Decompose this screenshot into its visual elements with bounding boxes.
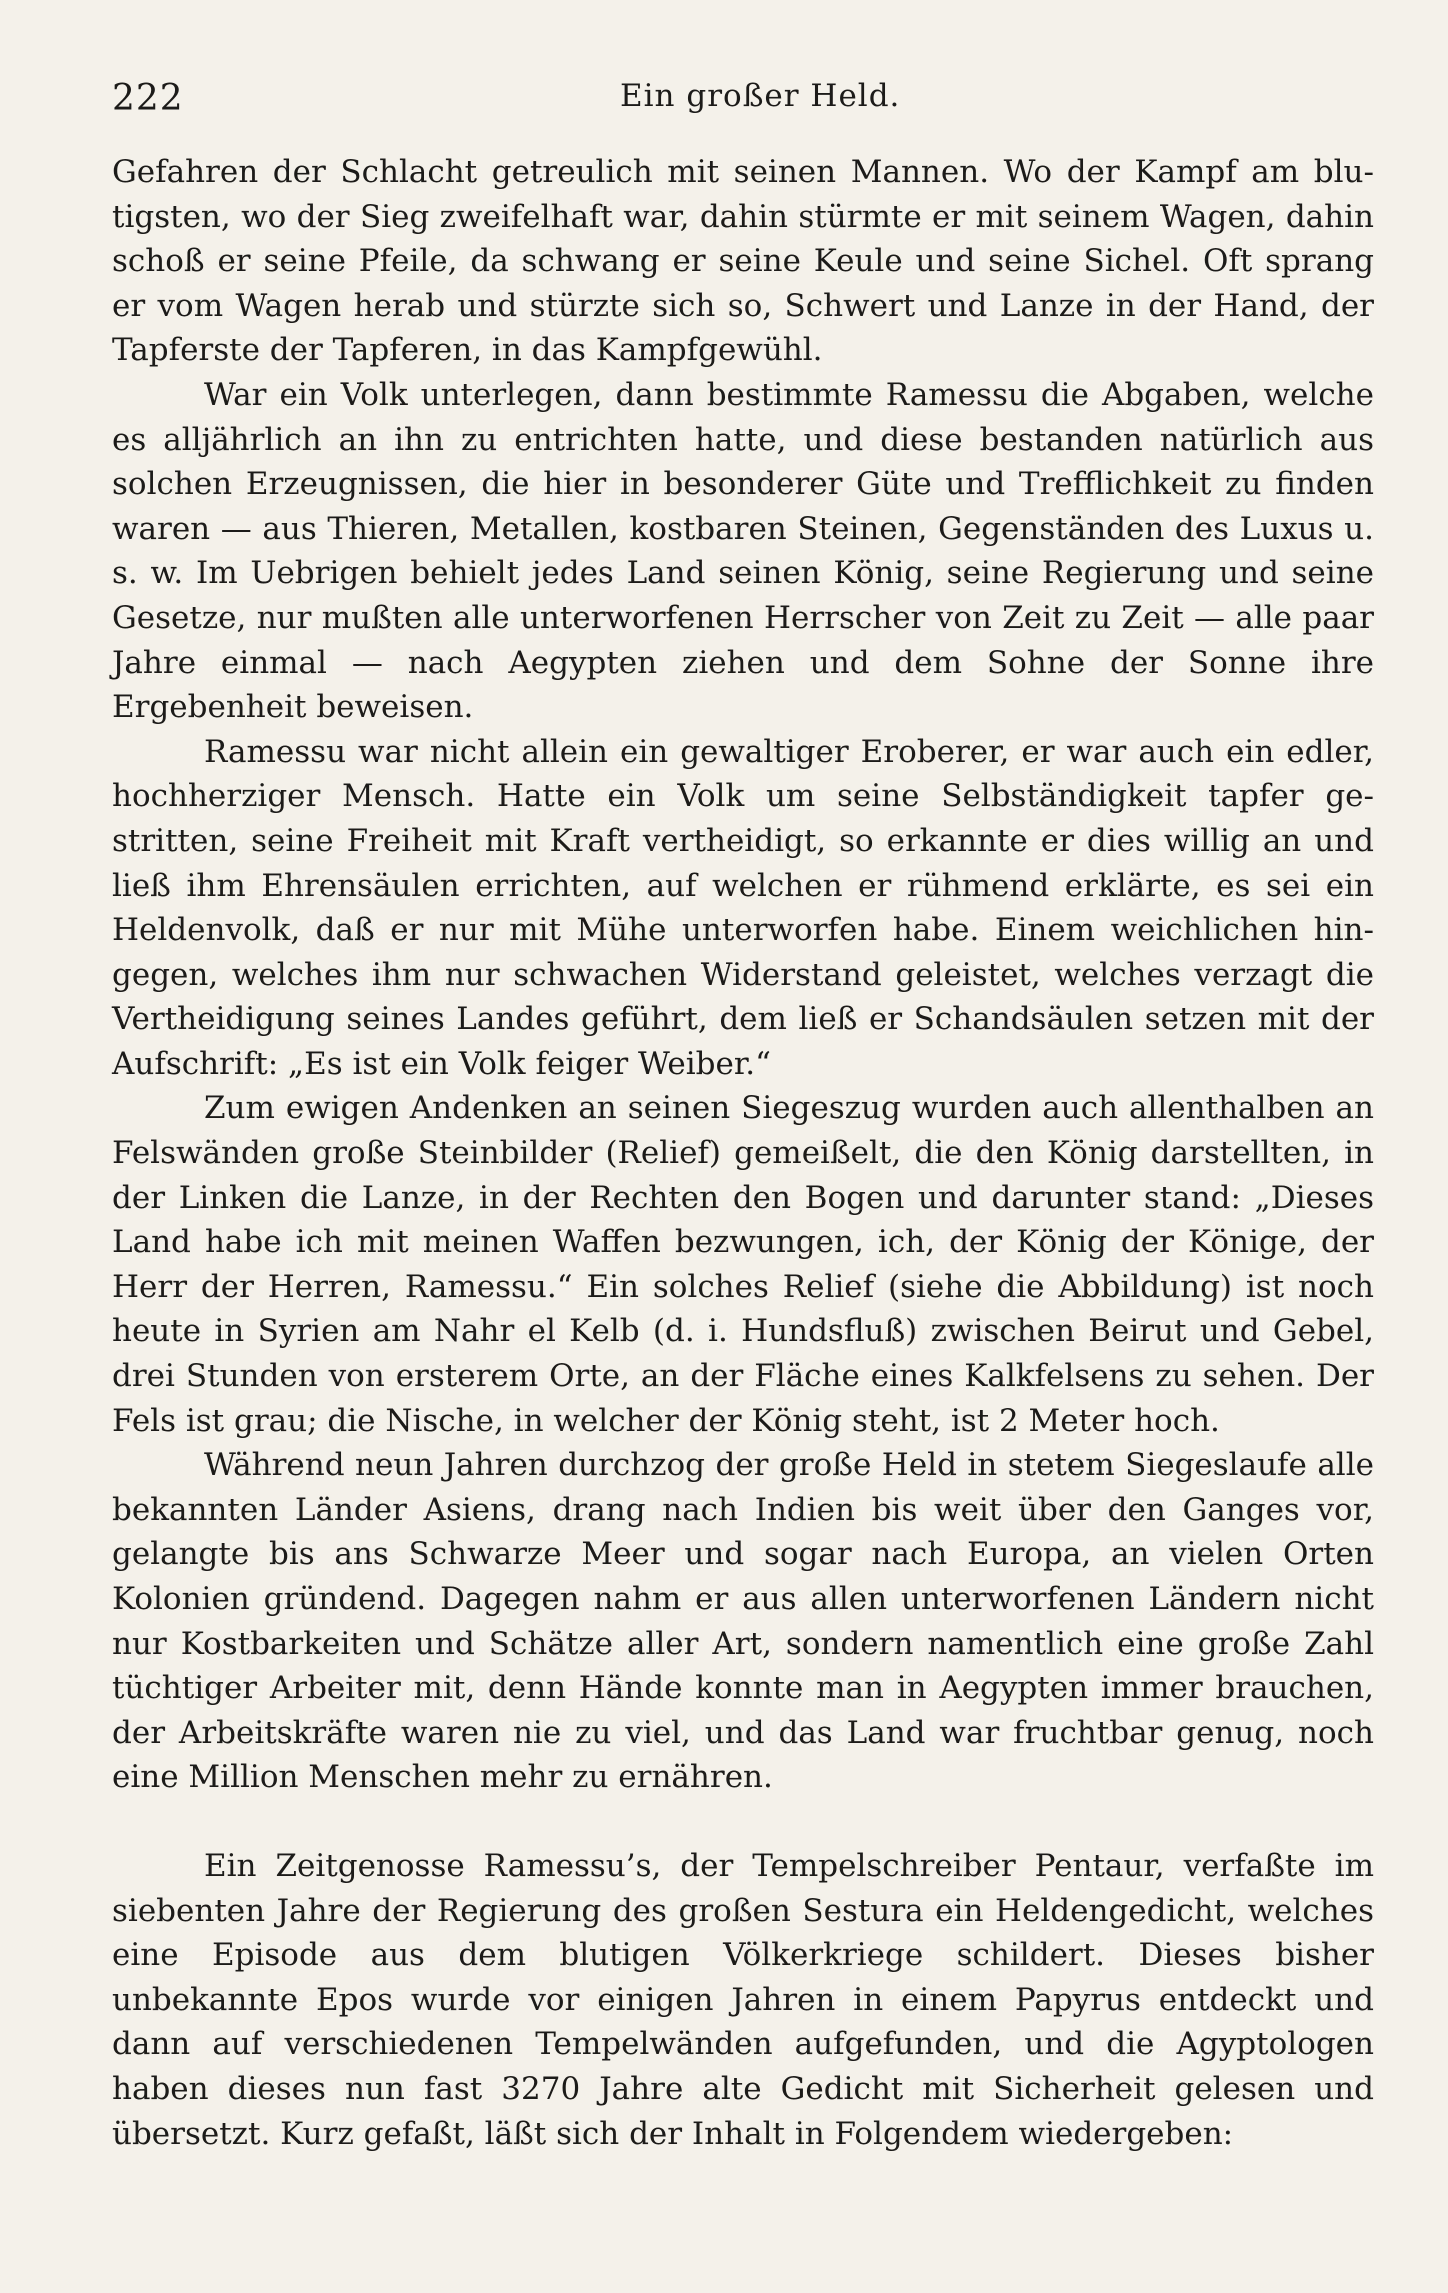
- running-title: Ein großer Held.: [620, 78, 901, 114]
- page-number: 222: [112, 78, 184, 119]
- book-page: [112, 68, 1374, 2156]
- paragraph: Ein Zeitgenosse Ramessu’s, der Tempelschreiber Pentaur, verfaßte im siebenten Jahre der Regierung des großen Sestura ein Heldengedicht, welches eine Episode aus dem blutigen Völkerkriege schildert. Dieses bisher unbekannte Epos wurde vor einigen Jahren in einem Papyrus entdeckt und dann auf verschiedenen Tempelwänden aufgefunden, und die Agyptologen haben dieses nun fast 3270 Jahre alte Gedicht mit Sicherheit gelesen und übersetzt. Kurz gefaßt, läßt sich der Inhalt in Folgendem wiedergeben:: [112, 1847, 1374, 2152]
- paragraph: Ramessu war nicht allein ein gewaltiger Eroberer, er war auch ein edler, hochherziger Mensch. Hatte ein Volk um seine Selbständigkeit tapfer gestritten, seine Freiheit mit Kraft vertheidigt, so erkannte er dies willig an und ließ ihm Ehrensäulen errichten, auf welchen er rühmend erklärte, es sei ein Heldenvolk, daß er nur mit Mühe unterworfen habe. Einem weichlichen hingegen, welches ihm nur schwachen Widerstand geleistet, welches verzagt die Vertheidigung seines Landes geführt, dem ließ er Schandsäulen setzen mit der Aufschrift: „Es ist ein Volk feiger Weiber.“: [112, 733, 1374, 1082]
- page-header: [112, 68, 1374, 120]
- paragraph: War ein Volk unterlegen, dann bestimmte Ramessu die Abgaben, welche es alljährlich an ihn zu entrichten hatte, und diese bestanden natürlich aus solchen Erzeugnissen, die hier in besonderer Güte und Trefflichkeit zu finden waren — aus Thieren, Metallen, kostbaren Steinen, Gegenständen des Luxus u. s. w. Im Uebrigen behielt jedes Land seinen König, seine Regierung und seine Gesetze, nur mußten alle unterworfenen Herrscher von Zeit zu Zeit — alle paar Jahre einmal — nach Aegypten ziehen und dem Sohne der Sonne ihre Ergebenheit beweisen.: [112, 376, 1374, 726]
- paragraph: Zum ewigen Andenken an seinen Siegeszug wurden auch allenthalben an Felswänden große Steinbilder (Relief) gemeißelt, die den König darstellten, in der Linken die Lanze, in der Rechten den Bogen und darunter stand: „Dieses Land habe ich mit meinen Waffen bezwungen, ich, der König der Könige, der Herr der Herren, Ramessu.“ Ein solches Relief (siehe die Abbildung) ist noch heute in Syrien am Nahr el Kelb (d. i. Hundsfluß) zwischen Beirut und Gebel, drei Stunden von ersterem Orte, an der Fläche eines Kalkfelsens zu sehen. Der Fels ist grau; die Nische, in welcher der König steht, ist 2 Meter hoch.: [112, 1090, 1374, 1439]
- section-gap: [112, 1800, 1374, 1844]
- paragraph: Während neun Jahren durchzog der große Held in stetem Siegeslaufe alle bekannten Länder Asiens, drang nach Indien bis weit über den Ganges vor, gelangte bis ans Schwarze Meer und sogar nach Europa, an vielen Orten Kolonien gründend. Dagegen nahm er aus allen unterworfenen Ländern nicht nur Kostbarkeiten und Schätze aller Art, sondern namentlich eine große Zahl tüchtiger Arbeiter mit, denn Hände konnte man in Aegypten immer brauchen, der Arbeitskräfte waren nie zu viel, und das Land war fruchtbar genug, noch eine Million Menschen mehr zu ernähren.: [112, 1447, 1374, 1796]
- body-text: [112, 150, 1374, 2156]
- paragraph: Gefahren der Schlacht getreulich mit seinen Mannen. Wo der Kampf am blutigsten, wo der Sieg zweifelhaft war, dahin stürmte er mit seinem Wagen, dahin schoß er seine Pfeile, da schwang er seine Keule und seine Sichel. Oft sprang er vom Wagen herab und stürzte sich so, Schwert und Lanze in der Hand, der Tapferste der Tapferen, in das Kampfgewühl.: [112, 154, 1374, 369]
